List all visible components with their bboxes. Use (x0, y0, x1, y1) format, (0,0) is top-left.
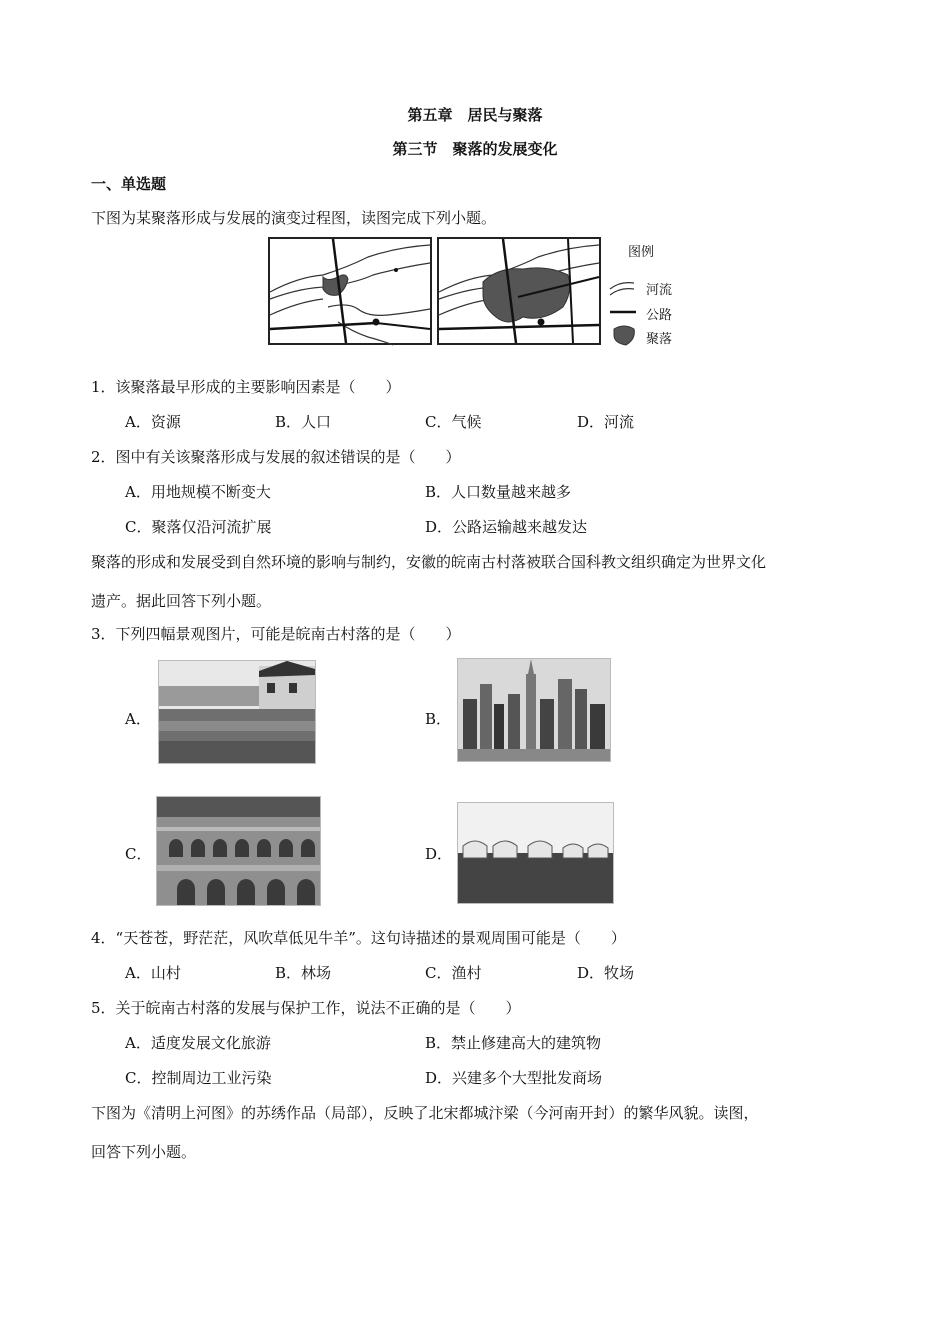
q5-option-a[interactable]: A．适度发展文化旅游 (125, 1034, 271, 1052)
q1-option-c[interactable]: C．气候 (425, 413, 482, 431)
q3-option-b[interactable]: B． (425, 710, 452, 728)
q1-option-b[interactable]: B．人口 (275, 413, 332, 431)
legend-title: 图例 (628, 245, 655, 260)
map-legend (610, 283, 636, 345)
q4-option-d[interactable]: D．牧场 (577, 964, 635, 982)
photo-city-skyline[interactable] (457, 658, 611, 762)
q3-option-a[interactable]: A． (125, 710, 151, 728)
intro-text-1: 下图为某聚落形成与发展的演变过程图，读图完成下列小题。 (91, 209, 497, 227)
q2-option-a[interactable]: A．用地规模不断变大 (125, 483, 271, 501)
q3-option-c[interactable]: C． (125, 845, 152, 863)
q2-option-b[interactable]: B．人口数量越来越多 (425, 483, 572, 501)
intro-text-2: 聚落的形成和发展受到自然环境的影响与制约，安徽的皖南古村落被联合国科教文组织确定为世界文化 (91, 553, 767, 571)
q2-stem: 2．图中有关该聚落形成与发展的叙述错误的是（ ） (91, 448, 461, 466)
photo-ancient-village[interactable] (158, 660, 316, 764)
q5-option-c[interactable]: C．控制周边工业污染 (125, 1069, 272, 1087)
q5-stem: 5．关于皖南古村落的发展与保护工作，说法不正确的是（ ） (91, 999, 521, 1017)
map-panel-later (438, 238, 600, 344)
photo-cave-dwellings[interactable] (156, 796, 321, 906)
photo-yurts-grassland[interactable] (457, 802, 614, 904)
intro-text-3: 下图为《清明上河图》的苏绣作品（局部），反映了北宋都城汴梁（今河南开封）的繁华风貌。读图， (91, 1104, 759, 1122)
legend-road: 公路 (646, 308, 673, 323)
chapter-title: 第五章 居民与聚落 (407, 106, 543, 124)
section-title: 第三节 聚落的发展变化 (392, 140, 558, 158)
q4-option-c[interactable]: C．渔村 (425, 964, 482, 982)
q1-stem: 1．该聚落最早形成的主要影响因素是（ ） (91, 378, 401, 396)
q5-option-b[interactable]: B．禁止修建高大的建筑物 (425, 1034, 602, 1052)
part-heading: 一、单选题 (91, 175, 167, 193)
q2-option-d[interactable]: D．公路运输越来越发达 (425, 518, 588, 536)
intro-text-3-cont: 回答下列小题。 (91, 1143, 197, 1161)
legend-settlement: 聚落 (646, 332, 673, 347)
map-panel-early (269, 238, 431, 345)
q1-option-a[interactable]: A．资源 (125, 413, 181, 431)
q3-stem: 3．下列四幅景观图片，可能是皖南古村落的是（ ） (91, 625, 461, 643)
q4-option-a[interactable]: A．山村 (125, 964, 181, 982)
q4-option-b[interactable]: B．林场 (275, 964, 332, 982)
settlement-evolution-figure (268, 237, 688, 347)
q2-option-c[interactable]: C．聚落仅沿河流扩展 (125, 518, 272, 536)
q3-option-d[interactable]: D． (425, 845, 453, 863)
legend-river: 河流 (646, 283, 673, 298)
q4-stem: 4．“天苍苍，野茫茫，风吹草低见牛羊”。这句诗描述的景观周围可能是（ ） (91, 929, 626, 947)
intro-text-2-cont: 遗产。据此回答下列小题。 (91, 592, 272, 610)
q1-option-d[interactable]: D．河流 (577, 413, 635, 431)
q5-option-d[interactable]: D．兴建多个大型批发商场 (425, 1069, 603, 1087)
